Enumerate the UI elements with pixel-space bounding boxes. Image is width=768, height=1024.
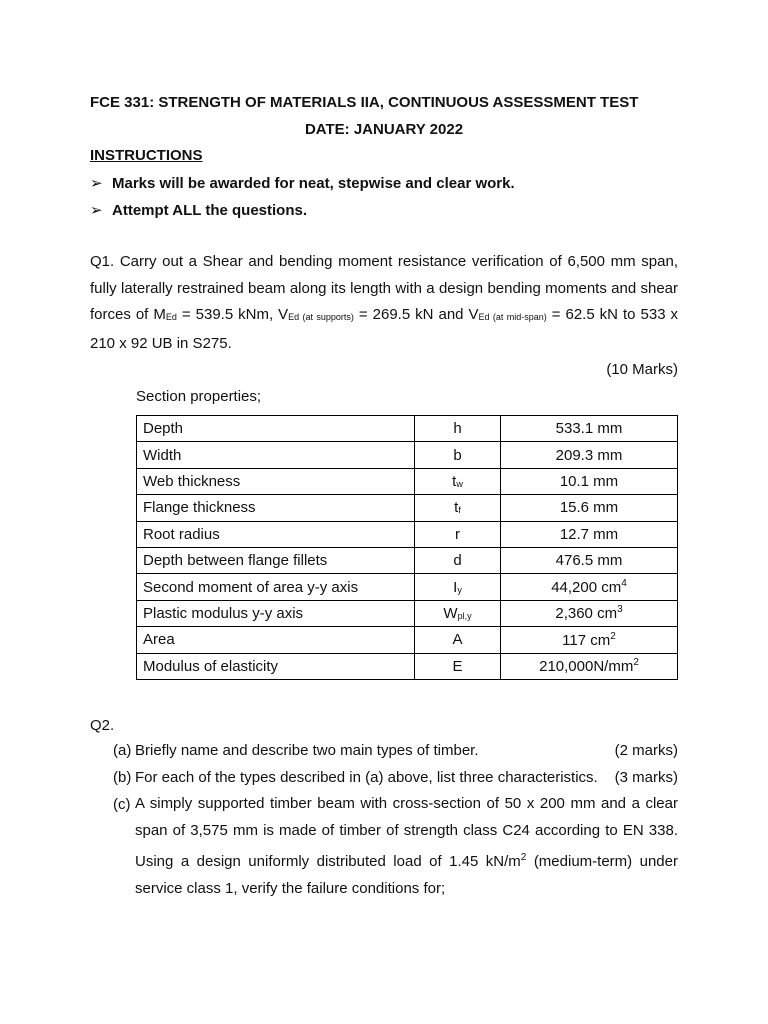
arrow-bullet-icon: ➢ bbox=[90, 175, 103, 192]
q1-marks: (10 Marks) bbox=[606, 361, 678, 378]
property-name: Area bbox=[137, 627, 415, 653]
property-name: Root radius bbox=[137, 521, 415, 547]
property-name: Second moment of area y-y axis bbox=[137, 574, 415, 600]
property-name: Web thickness bbox=[137, 468, 415, 494]
property-symbol: h bbox=[415, 416, 501, 442]
property-symbol: A bbox=[415, 627, 501, 653]
instruction-item: ➢ Attempt ALL the questions. bbox=[90, 202, 307, 219]
property-row bbox=[137, 627, 678, 653]
property-value: $210,000N/mm^2$ bbox=[501, 653, 678, 679]
property-name: Depth bbox=[137, 416, 415, 442]
property-name: Width bbox=[137, 442, 415, 468]
property-value: 44,200 $cm^4$ bbox=[501, 574, 678, 600]
property-symbol: E bbox=[415, 653, 501, 679]
document-date: DATE: JANUARY 2022 bbox=[304, 121, 464, 138]
property-row bbox=[137, 653, 678, 679]
property-name: Plastic modulus y-y axis bbox=[137, 600, 415, 626]
instructions-heading: INSTRUCTIONS bbox=[90, 147, 203, 164]
arrow-bullet-icon: ➢ bbox=[90, 202, 103, 219]
property-value: 209.3 mm bbox=[501, 442, 678, 468]
instruction-item: ➢ Marks will be awarded for neat, stepwise and clear work. bbox=[90, 175, 515, 192]
property-symbol: r bbox=[415, 521, 501, 547]
property-symbol: d bbox=[415, 547, 501, 573]
property-symbol: b bbox=[415, 442, 501, 468]
property-row bbox=[137, 416, 678, 442]
property-value: 15.6 mm bbox=[501, 495, 678, 521]
q2a-marks: (2 marks) bbox=[614, 742, 678, 759]
q2-parts: (a) Briefly name and describe two main types of timber. (2 marks) (b) For each of the types described in (a) above, list three characteristics. (3 marks) bbox=[113, 742, 678, 786]
q2b-marks: (3 marks) bbox=[614, 769, 678, 786]
property-row bbox=[137, 495, 678, 521]
property-value: 476.5 mm bbox=[501, 547, 678, 573]
q1-text: Q1. Carry out a Shear and bending moment resistance verification of 6,500 mm span, fully laterally restrained beam along its length with a design bending moments and shear forces of $M_{Ed} = 539.5$ kNm, $V_{Ed (at supports)} = 269.5$ kN and $V_{Ed (at mid-span)} = 62.5$ kN to 533 x 210 x 92 UB in S275. bbox=[90, 253, 679, 352]
document-title: FCE 331: STRENGTH OF MATERIALS IIA, CONTINUOUS ASSESSMENT TEST bbox=[90, 94, 639, 111]
property-value: 117 $cm^2$ bbox=[501, 627, 678, 653]
q2-part-c-label: (c) bbox=[113, 796, 131, 813]
property-row bbox=[137, 600, 678, 626]
property-symbol: $W_{pl,y}$ bbox=[415, 600, 501, 626]
section-properties-table bbox=[136, 415, 678, 680]
property-row bbox=[137, 574, 678, 600]
property-row bbox=[137, 521, 678, 547]
section-properties-label: Section properties; bbox=[136, 388, 262, 405]
property-name: Flange thickness bbox=[137, 495, 415, 521]
property-symbol: $t_f$ bbox=[415, 495, 501, 521]
property-row bbox=[137, 468, 678, 494]
property-name: Modulus of elasticity bbox=[137, 653, 415, 679]
property-row bbox=[137, 547, 678, 573]
property-value: 533.1 mm bbox=[501, 416, 678, 442]
property-value: 10.1 mm bbox=[501, 468, 678, 494]
property-value: 12.7 mm bbox=[501, 521, 678, 547]
property-value: 2,360 $cm^3$ bbox=[501, 600, 678, 626]
property-symbol: $I_y$ bbox=[415, 574, 501, 600]
property-row bbox=[137, 442, 678, 468]
property-name: Depth between flange fillets bbox=[137, 547, 415, 573]
q2-label: Q2. bbox=[90, 717, 115, 734]
q2-part-c-text: A simply supported timber beam with cross-section of 50 x 200 mm and a clear span of 3,575 mm is made of timber of strength class C24 according to EN 338. Using a design uniformly distributed load of 1.45 $kN/m^2$ (medium-term) under service class 1, verify the failure conditions for; bbox=[135, 795, 678, 897]
property-symbol: $t_w$ bbox=[415, 468, 501, 494]
